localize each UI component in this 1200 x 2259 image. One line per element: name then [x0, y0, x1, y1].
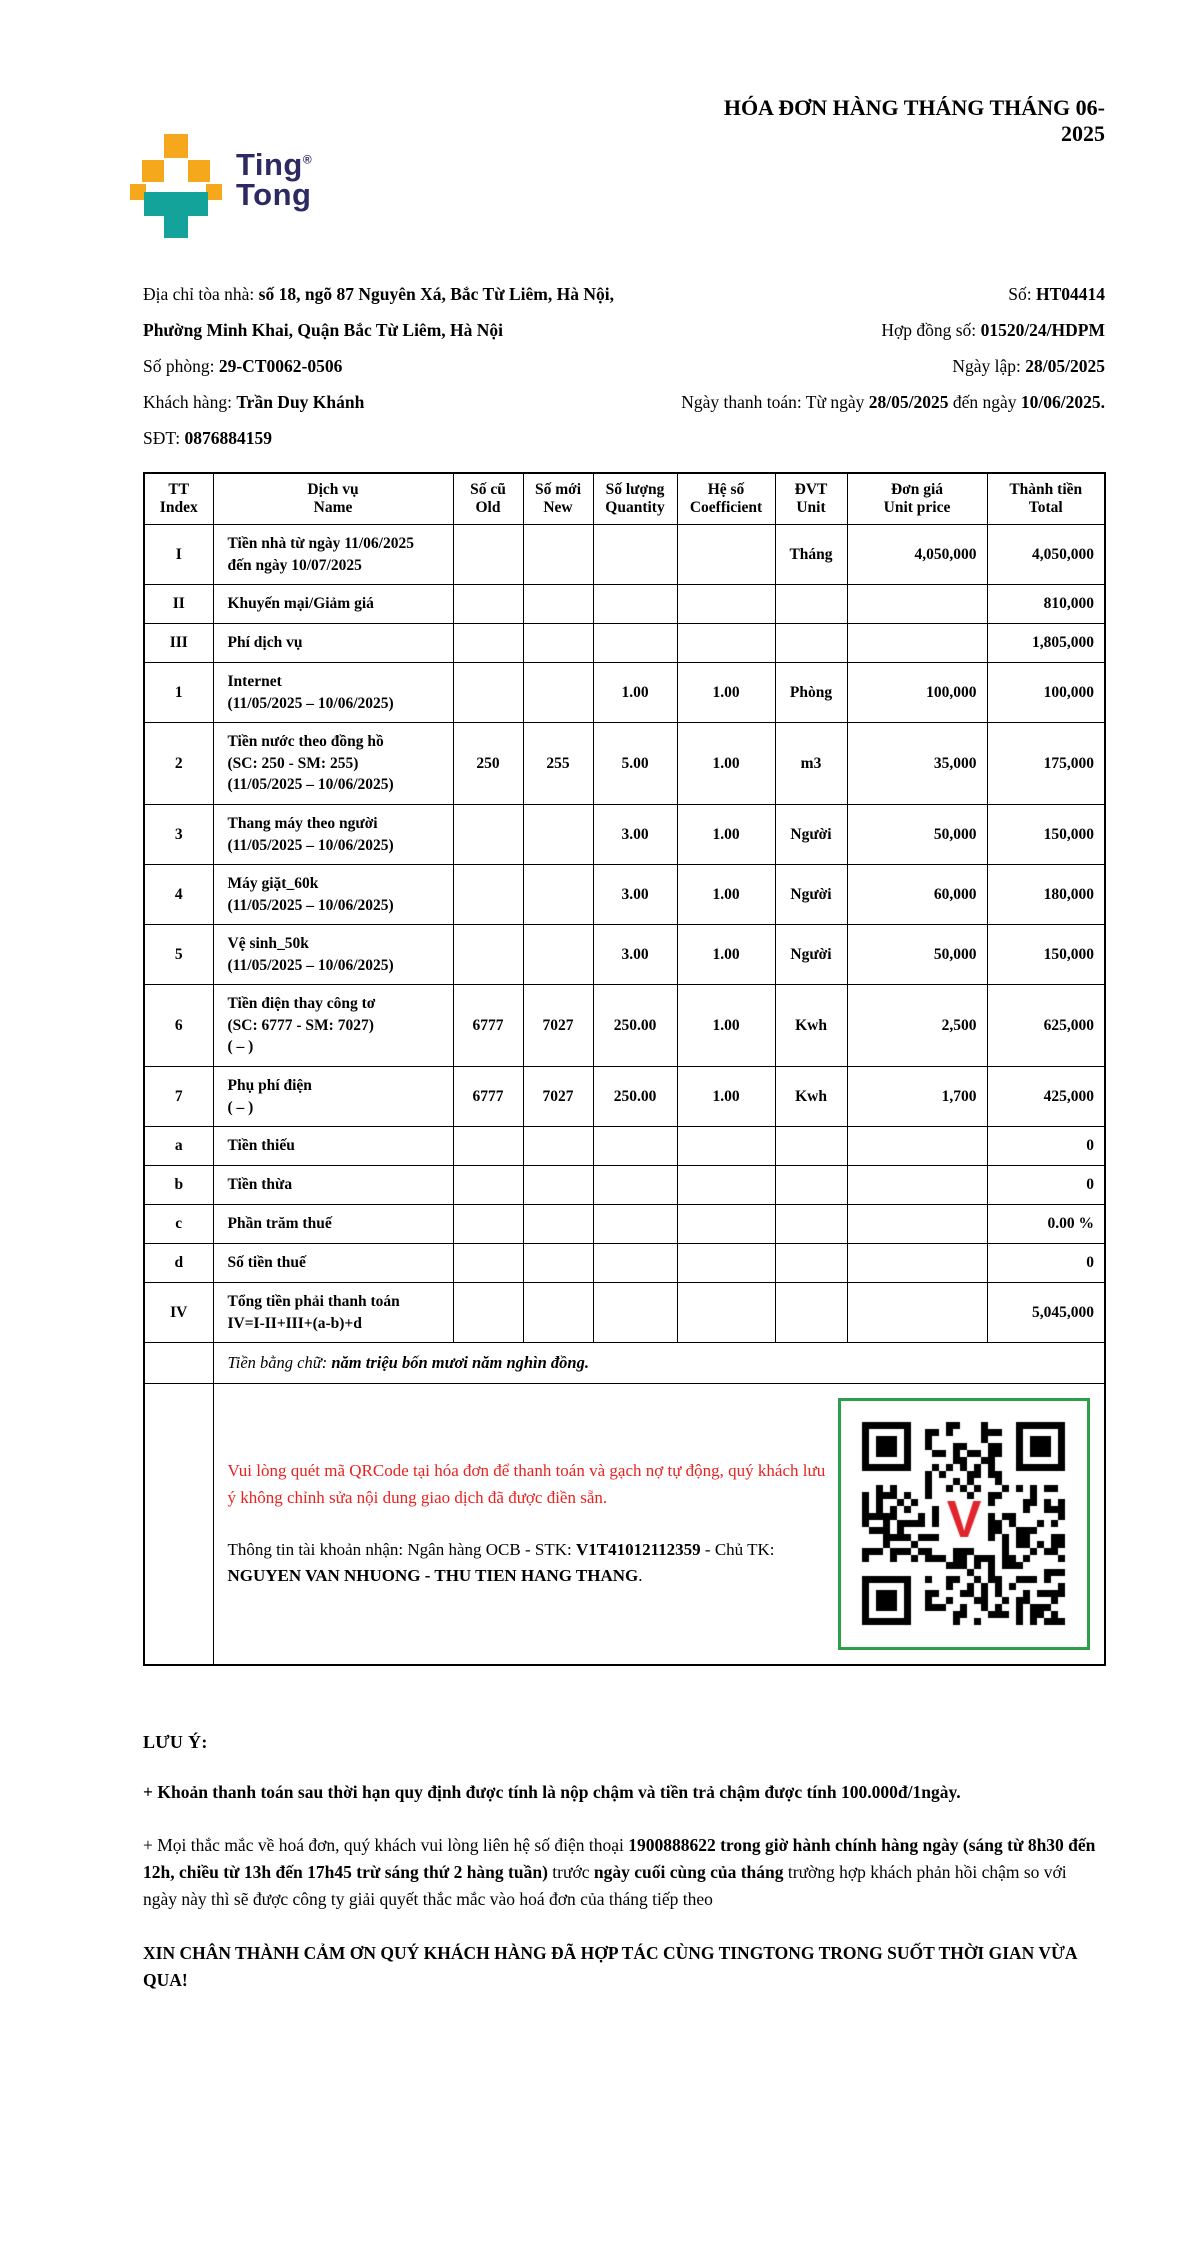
cell-unit-price: 100,000 — [847, 663, 987, 723]
column-header: Hệ số Coefficient — [677, 473, 775, 525]
cell-name: Thang máy theo người (11/05/2025 – 10/06/2025) — [213, 805, 453, 865]
cell-total: 0 — [987, 1166, 1105, 1205]
cell-unit: Người — [775, 925, 847, 985]
cell-new: 7027 — [523, 985, 593, 1067]
column-header: Thành tiền Total — [987, 473, 1105, 525]
cell-quantity: 3.00 — [593, 925, 677, 985]
column-header: Số mới New — [523, 473, 593, 525]
cell-new: 255 — [523, 723, 593, 805]
cell-unit-price — [847, 1127, 987, 1166]
invoice-table — [143, 472, 1106, 1666]
table-row — [144, 525, 1105, 585]
text-segment: + Khoản thanh toán sau thời hạn quy định được tính là nộp chậm và tiền trả chậm được tính 100.000đ/1ngày. — [143, 1782, 961, 1802]
info-line-left — [143, 348, 614, 384]
cell-name: Tiền nước theo đồng hồ (SC: 250 - SM: 255) (11/05/2025 – 10/06/2025) — [213, 723, 453, 805]
text-segment: HT04414 — [1035, 284, 1105, 304]
cell-index: III — [144, 624, 213, 663]
cell-total: 0.00 % — [987, 1205, 1105, 1244]
logo-pixel — [144, 192, 208, 216]
logo-pixel — [142, 160, 164, 182]
text-segment: số 18, ngõ 87 Nguyên Xá, Bắc Từ Liêm, Hà Nội, — [258, 284, 614, 304]
invoice-info — [143, 276, 1105, 456]
cell-index: 3 — [144, 805, 213, 865]
text-segment: đến ngày — [948, 392, 1021, 412]
logo-pixel — [188, 160, 210, 182]
cell-new — [523, 624, 593, 663]
cell-total: 0 — [987, 1244, 1105, 1283]
cell-new: 7027 — [523, 1067, 593, 1127]
cell-index: 7 — [144, 1067, 213, 1127]
cell-index: IV — [144, 1283, 213, 1343]
cell-quantity — [593, 1166, 677, 1205]
cell-new — [523, 585, 593, 624]
cell-total: 5,045,000 — [987, 1283, 1105, 1343]
cell-old: 250 — [453, 723, 523, 805]
info-line-left — [143, 420, 614, 456]
cell-new — [523, 663, 593, 723]
cell-index: 6 — [144, 985, 213, 1067]
amount-in-words: Tiền bằng chữ: năm triệu bốn mươi năm nghìn đồng. — [213, 1343, 1105, 1384]
cell-coefficient — [677, 1205, 775, 1244]
cell-unit-price — [847, 1205, 987, 1244]
cell-name: Tiền thiếu — [213, 1127, 453, 1166]
cell-unit-price: 50,000 — [847, 805, 987, 865]
cell-quantity: 5.00 — [593, 723, 677, 805]
cell-unit-price — [847, 1166, 987, 1205]
customer-info — [143, 276, 614, 456]
text-segment: 1900888622 trong giờ hành chính hàng ngày (sáng từ 8h30 đến 12h, chiều từ 13h đến 17h45 trừ sáng thứ 2 hàng tuần) — [143, 1835, 1096, 1883]
cell-unit: m3 — [775, 723, 847, 805]
table-row — [144, 585, 1105, 624]
tingtong-logo — [130, 132, 312, 238]
table-row — [144, 624, 1105, 663]
cell-old — [453, 1127, 523, 1166]
column-header: ĐVT Unit — [775, 473, 847, 525]
info-line-right — [681, 276, 1105, 312]
cell-unit-price — [847, 1244, 987, 1283]
cell-coefficient: 1.00 — [677, 925, 775, 985]
tingtong-logo-icon — [130, 132, 222, 238]
cell-new — [523, 805, 593, 865]
registered-mark: ® — [302, 152, 313, 167]
cell-unit: Người — [775, 865, 847, 925]
cell-name: Tổng tiền phải thanh toán IV=I-II+III+(a-b)+d — [213, 1283, 453, 1343]
cell-old — [453, 624, 523, 663]
logo-pixel — [164, 216, 188, 238]
cell-new — [523, 1244, 593, 1283]
text-segment: NGUYEN VAN NHUONG - THU TIEN HANG THANG — [227, 1566, 639, 1586]
cell-quantity — [593, 525, 677, 585]
table-row — [144, 1205, 1105, 1244]
cell-name: Phụ phí điện ( – ) — [213, 1067, 453, 1127]
cell-index: 2 — [144, 723, 213, 805]
text-segment: Số: — [1008, 284, 1036, 304]
cell-old — [453, 585, 523, 624]
info-line-left — [143, 276, 614, 312]
text-segment: 29-CT0062-0506 — [218, 356, 343, 376]
cell-old — [453, 1205, 523, 1244]
table-row — [144, 925, 1105, 985]
note-paragraph — [143, 1940, 1105, 1994]
cell-name: Phí dịch vụ — [213, 624, 453, 663]
cell-coefficient — [677, 1127, 775, 1166]
invoice-meta — [681, 276, 1105, 456]
cell-unit: Kwh — [775, 985, 847, 1067]
table-row — [144, 1166, 1105, 1205]
qr-warning-note: Vui lòng quét mã QRCode tại hóa đơn để thanh toán và gạch nợ tự động, quý khách lưu ý không chỉnh sửa nội dung giao dịch đã được điền sẵn. — [227, 1461, 826, 1507]
cell-quantity — [593, 1205, 677, 1244]
text-segment: Phường Minh Khai, Quận Bắc Từ Liêm, Hà Nội — [143, 320, 504, 340]
cell-coefficient — [677, 525, 775, 585]
cell-old — [453, 1166, 523, 1205]
cell-new — [523, 865, 593, 925]
text-segment: Địa chỉ tòa nhà: — [143, 284, 259, 304]
cell-old — [453, 1283, 523, 1343]
cell-name: Vệ sinh_50k (11/05/2025 – 10/06/2025) — [213, 925, 453, 985]
text-segment: trước — [547, 1862, 594, 1883]
notes-title: LƯU Ý: — [143, 1732, 208, 1752]
text-segment: 28/05/2025 — [868, 392, 949, 412]
table-row — [144, 1244, 1105, 1283]
cell-quantity: 1.00 — [593, 663, 677, 723]
text-segment: 0876884159 — [184, 428, 272, 448]
cell-coefficient — [677, 1244, 775, 1283]
table-row — [144, 985, 1105, 1067]
cell-unit — [775, 1244, 847, 1283]
cell-unit-price: 50,000 — [847, 925, 987, 985]
cell-index: II — [144, 585, 213, 624]
cell-coefficient: 1.00 — [677, 663, 775, 723]
cell-coefficient: 1.00 — [677, 865, 775, 925]
cell-coefficient: 1.00 — [677, 805, 775, 865]
info-line-left — [143, 384, 614, 420]
qr-code-canvas — [851, 1411, 1077, 1637]
logo-pixel — [164, 134, 188, 158]
cell-new — [523, 525, 593, 585]
cell-total: 150,000 — [987, 805, 1105, 865]
cell-coefficient — [677, 585, 775, 624]
cell-unit: Người — [775, 805, 847, 865]
cell-total: 100,000 — [987, 663, 1105, 723]
table-row — [144, 865, 1105, 925]
cell-name: Máy giặt_60k (11/05/2025 – 10/06/2025) — [213, 865, 453, 925]
text-segment: . — [638, 1566, 643, 1586]
cell-old — [453, 525, 523, 585]
cell-old — [453, 865, 523, 925]
info-line-right — [681, 348, 1105, 384]
cell-index: b — [144, 1166, 213, 1205]
amount-in-words-row — [144, 1343, 1105, 1384]
text-segment: XIN CHÂN THÀNH CẢM ƠN QUÝ KHÁCH HÀNG ĐÃ HỢP TÁC CÙNG TINGTONG TRONG SUỐT THỜI GIAN VỪA QUA! — [143, 1942, 1077, 1990]
cell-name: Số tiền thuế — [213, 1244, 453, 1283]
cell-index: 5 — [144, 925, 213, 985]
cell-unit-price: 35,000 — [847, 723, 987, 805]
cell-unit — [775, 1127, 847, 1166]
logo-word-ting: Ting — [236, 147, 303, 182]
empty-cell — [144, 1384, 213, 1666]
cell-index: d — [144, 1244, 213, 1283]
cell-unit: Kwh — [775, 1067, 847, 1127]
cell-total: 4,050,000 — [987, 525, 1105, 585]
cell-new — [523, 1205, 593, 1244]
cell-coefficient — [677, 624, 775, 663]
text-segment: Hợp đồng số: — [881, 320, 981, 340]
cell-total: 175,000 — [987, 723, 1105, 805]
notes-body — [143, 1779, 1105, 1994]
column-header: Dịch vụ Name — [213, 473, 453, 525]
cell-unit-price: 60,000 — [847, 865, 987, 925]
qr-payment-row — [144, 1384, 1105, 1666]
column-header: TT Index — [144, 473, 213, 525]
cell-quantity: 3.00 — [593, 865, 677, 925]
invoice-notes — [143, 1732, 1105, 1994]
text-segment: - Chủ TK: — [700, 1540, 775, 1559]
cell-total: 180,000 — [987, 865, 1105, 925]
info-line-right — [681, 384, 1105, 420]
cell-total: 0 — [987, 1127, 1105, 1166]
logo-pixel — [206, 184, 222, 200]
cell-unit — [775, 1205, 847, 1244]
cell-unit-price — [847, 585, 987, 624]
cell-unit — [775, 585, 847, 624]
table-row — [144, 1127, 1105, 1166]
empty-cell — [144, 1343, 213, 1384]
text-segment: Ngày lập: — [952, 356, 1026, 376]
text-segment: ngày cuối cùng của tháng — [593, 1862, 784, 1883]
qr-code — [838, 1398, 1090, 1650]
cell-old: 6777 — [453, 1067, 523, 1127]
cell-index: I — [144, 525, 213, 585]
cell-unit — [775, 1283, 847, 1343]
cell-old — [453, 1244, 523, 1283]
cell-unit-price: 4,050,000 — [847, 525, 987, 585]
text-segment: 10/06/2025. — [1020, 392, 1105, 412]
payment-instructions — [228, 1458, 828, 1589]
cell-unit — [775, 1166, 847, 1205]
cell-total: 625,000 — [987, 985, 1105, 1067]
note-paragraph — [143, 1779, 1105, 1806]
cell-quantity — [593, 1244, 677, 1283]
cell-total: 1,805,000 — [987, 624, 1105, 663]
cell-old — [453, 805, 523, 865]
cell-unit-price: 1,700 — [847, 1067, 987, 1127]
text-segment: 28/05/2025 — [1025, 356, 1105, 376]
text-segment: Thông tin tài khoản nhận: Ngân hàng OCB - STK: — [227, 1540, 576, 1559]
cell-coefficient — [677, 1283, 775, 1343]
cell-unit-price: 2,500 — [847, 985, 987, 1067]
cell-quantity: 250.00 — [593, 1067, 677, 1127]
cell-index: 1 — [144, 663, 213, 723]
cell-coefficient — [677, 1166, 775, 1205]
cell-coefficient: 1.00 — [677, 1067, 775, 1127]
cell-index: 4 — [144, 865, 213, 925]
cell-name: Tiền nhà từ ngày 11/06/2025 đến ngày 10/07/2025 — [213, 525, 453, 585]
invoice-title-line2: 2025 — [1061, 120, 1105, 146]
cell-name: Tiền thừa — [213, 1166, 453, 1205]
invoice-table-body — [144, 525, 1105, 1666]
table-row — [144, 1067, 1105, 1127]
cell-unit-price — [847, 624, 987, 663]
cell-coefficient: 1.00 — [677, 985, 775, 1067]
cell-coefficient: 1.00 — [677, 723, 775, 805]
cell-unit: Tháng — [775, 525, 847, 585]
text-segment: Trần Duy Khánh — [236, 392, 365, 412]
text-segment: 01520/24/HDPM — [980, 320, 1105, 340]
cell-name: Phần trăm thuế — [213, 1205, 453, 1244]
cell-quantity — [593, 1127, 677, 1166]
cell-old — [453, 925, 523, 985]
cell-quantity — [593, 624, 677, 663]
column-header: Số lượng Quantity — [593, 473, 677, 525]
cell-index: c — [144, 1205, 213, 1244]
cell-name: Khuyến mại/Giảm giá — [213, 585, 453, 624]
cell-index: a — [144, 1127, 213, 1166]
info-line-right — [681, 312, 1105, 348]
invoice-header — [143, 95, 1105, 238]
table-row — [144, 663, 1105, 723]
bank-account-info — [228, 1537, 828, 1590]
table-row — [144, 805, 1105, 865]
text-segment: + Mọi thắc mắc về hoá đơn, quý khách vui lòng liên hệ số điện thoại — [143, 1835, 629, 1856]
table-row — [144, 723, 1105, 805]
cell-name: Tiền điện thay công tơ (SC: 6777 - SM: 7027) ( – ) — [213, 985, 453, 1067]
cell-new — [523, 1127, 593, 1166]
cell-unit-price — [847, 1283, 987, 1343]
cell-total: 810,000 — [987, 585, 1105, 624]
tingtong-logo-text — [236, 147, 313, 213]
text-segment: Số phòng: — [143, 356, 219, 376]
cell-old: 6777 — [453, 985, 523, 1067]
cell-total: 425,000 — [987, 1067, 1105, 1127]
cell-unit — [775, 624, 847, 663]
cell-new — [523, 1166, 593, 1205]
invoice-title-line1: HÓA ĐƠN HÀNG THÁNG THÁNG 06- — [723, 95, 1105, 120]
column-header: Số cũ Old — [453, 473, 523, 525]
text-segment: trường hợp khách phản hồi chậm so với ngày này thì sẽ được công ty giải quyết thắc mắc vào hoá đơn của tháng tiếp theo — [143, 1862, 1067, 1910]
column-header: Đơn giá Unit price — [847, 473, 987, 525]
invoice-title — [724, 95, 1105, 147]
cell-new — [523, 925, 593, 985]
cell-quantity — [593, 1283, 677, 1343]
logo-word-tong: Tong — [236, 177, 312, 213]
text-segment: SĐT: — [143, 428, 185, 448]
note-paragraph — [143, 1832, 1105, 1913]
text-segment: Ngày thanh toán: Từ ngày — [681, 392, 869, 412]
cell-old — [453, 663, 523, 723]
cell-new — [523, 1283, 593, 1343]
info-line-left — [143, 312, 614, 348]
cell-quantity — [593, 585, 677, 624]
cell-name: Internet (11/05/2025 – 10/06/2025) — [213, 663, 453, 723]
qr-payment-cell — [213, 1384, 1105, 1666]
cell-unit: Phòng — [775, 663, 847, 723]
table-row — [144, 1283, 1105, 1343]
invoice-table-header — [144, 473, 1105, 525]
text-segment: V1T41012112359 — [575, 1540, 701, 1559]
cell-total: 150,000 — [987, 925, 1105, 985]
text-segment: Khách hàng: — [143, 392, 237, 412]
cell-quantity: 250.00 — [593, 985, 677, 1067]
cell-quantity: 3.00 — [593, 805, 677, 865]
